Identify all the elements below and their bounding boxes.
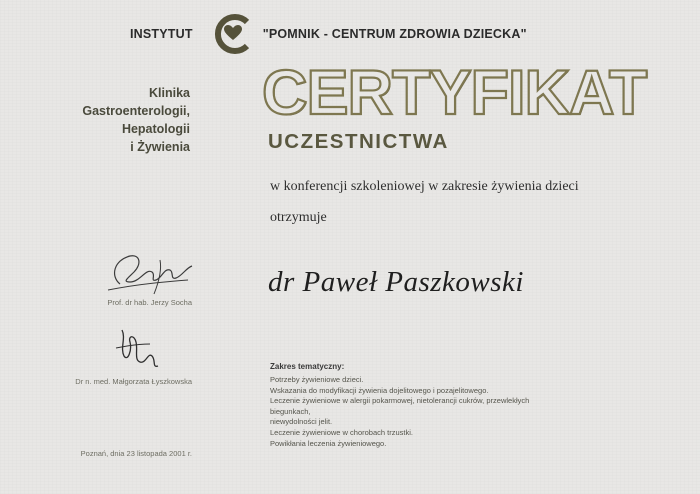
department-line: Hepatologii (121, 122, 190, 136)
list-item: Wskazania do modyfikacji żywienia dojelitowego i pozajelitowego. (270, 385, 489, 395)
recipient-name: dr Paweł Paszkowski (268, 266, 524, 298)
topics-heading: Zakres tematyczny: (270, 362, 345, 371)
list-item: Leczenie żywieniowe w chorobach trzustki. (270, 427, 413, 437)
topics-list (270, 375, 570, 449)
department-line: Gastroenterologii, (82, 104, 190, 118)
institute-name: "POMNIK - CENTRUM ZDROWIA DZIECKA" (262, 27, 527, 41)
heart-in-c-logo (209, 14, 257, 54)
receives-label: otrzymuje (270, 210, 327, 225)
department-name (10, 84, 190, 156)
signatory-name: Dr n. med. Małgorzata Łyszkowska (75, 377, 192, 386)
list-item: Potrzeby żywieniowe dzieci. (270, 375, 364, 384)
department-line: i Żywienia (130, 140, 190, 154)
place-and-date: Poznań, dnia 23 listopada 2001 r. (80, 449, 192, 458)
institute-header (130, 14, 527, 54)
list-item: niewydolności jelit. (270, 417, 333, 427)
certificate-title: CERTYFIKAT (262, 58, 647, 128)
signatory-name: Prof. dr hab. Jerzy Socha (107, 298, 192, 307)
institute-label: INSTYTUT (130, 27, 193, 41)
department-line: Klinika (149, 86, 190, 100)
signature-socha (100, 246, 196, 298)
certificate-subtitle: UCZESTNICTWA (268, 130, 449, 153)
signature-lyszkowska (112, 326, 164, 374)
conference-description: w konferencji szkoleniowej w zakresie żywienia dzieci (270, 179, 579, 194)
list-item: Powikłania leczenia żywieniowego. (270, 438, 387, 448)
list-item: Leczenie żywieniowe w alergii pokarmowej, nietolerancji cukrów, przewlekłych biegunkach, (270, 396, 530, 416)
